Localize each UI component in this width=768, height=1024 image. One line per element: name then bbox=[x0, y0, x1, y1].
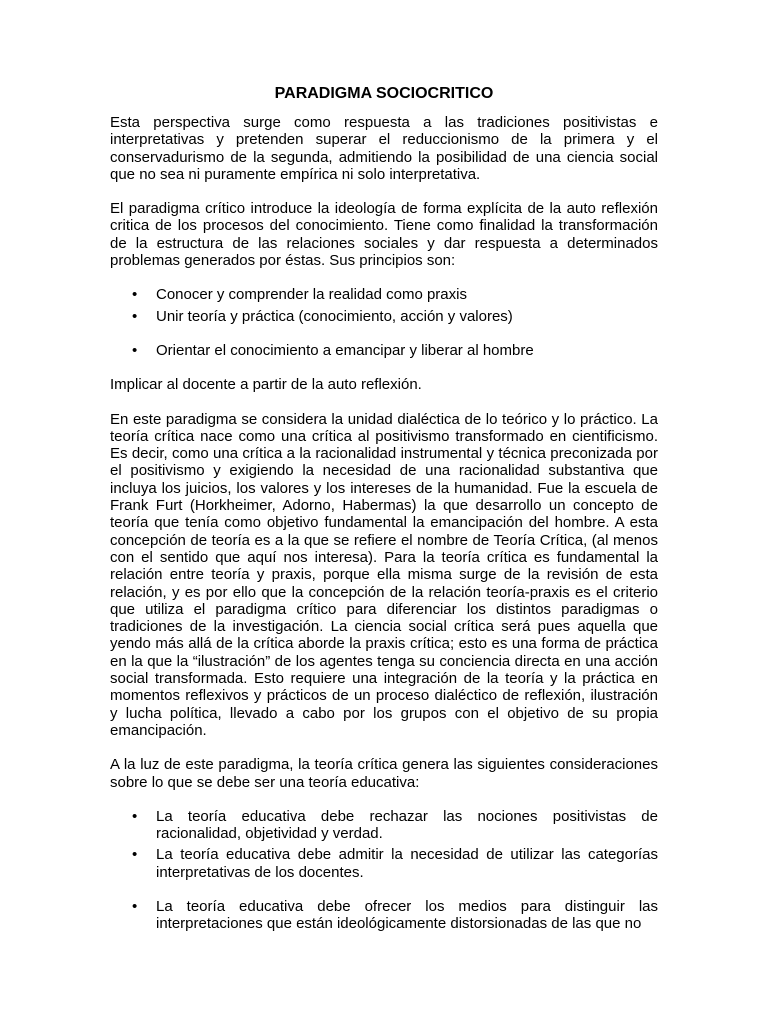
document-title: PARADIGMA SOCIOCRITICO bbox=[274, 85, 494, 102]
principle-item: • Unir teoría y práctica (conocimiento, acción y valores) bbox=[110, 308, 658, 325]
consideration-item: • La teoría educativa debe rechazar las nociones positivistas de racionalidad, objetividad y verdad. bbox=[110, 808, 658, 843]
principle-item: • Orientar el conocimiento a emancipar y liberar al hombre bbox=[110, 342, 658, 359]
critical-paradigm-paragraph: El paradigma crítico introduce la ideología de forma explícita de la auto reflexión critica de los procesos del conocimiento. Tiene como finalidad la transformación de la estructura de las relaciones sociales y dar respuesta a determinados problemas generados por éstas. Sus principios son: bbox=[110, 200, 658, 270]
intro-paragraph: Esta perspectiva surge como respuesta a las tradiciones positivistas e interpretativas y pretenden superar el reduccionismo de la primera y el conservadurismo de la segunda, admitiendo la posibilidad de una ciencia social que no sea ni puramente empírica ni solo interpretativa. bbox=[110, 114, 658, 183]
principle-item: • Conocer y comprender la realidad como praxis bbox=[110, 286, 658, 303]
document-page bbox=[110, 84, 658, 937]
teacher-reflection-paragraph: Implicar al docente a partir de la auto reflexión. bbox=[110, 376, 422, 394]
considerations-list-continued bbox=[110, 898, 658, 933]
principles-list bbox=[110, 286, 658, 325]
considerations-intro-paragraph: A la luz de este paradigma, la teoría crítica genera las siguientes consideraciones sobre lo que se debe ser una teoría educativa: bbox=[110, 756, 658, 791]
considerations-list bbox=[110, 808, 658, 881]
principles-list-continued bbox=[110, 342, 658, 359]
list-gap bbox=[110, 329, 658, 342]
consideration-item: • La teoría educativa debe ofrecer los medios para distinguir las interpretaciones que están ideológicamente distorsionadas de las que no bbox=[110, 898, 658, 933]
dialectic-unity-paragraph: En este paradigma se considera la unidad dialéctica de lo teórico y lo práctico. La teoría crítica nace como una crítica al positivismo transformado en cientificismo. Es decir, como una crítica a la racionalidad instrumental y técnica preconizada por el positivismo y exigiendo la necesidad de una racionalidad substantiva que incluya los juicios, los valores y los intereses de la humanidad. Fue la escuela de Frank Furt (Horkheimer, Adorno, Habermas) la que desarrollo un concepto de teoría que tenía como objetivo fundamental la emancipación del hombre. A esta concepción de teoría es a la que se refiere el nombre de Teoría Crítica, (al menos con el sentido que aquí nos interesa). Para la teoría crítica es fundamental la relación entre teoría y praxis, porque ella misma surge de la revisión de esta relación, y es por ello que la concepción de la relación teoría-praxis es el criterio que utiliza el paradigma crítico para diferenciar los distintos paradigmas o tradiciones de la investigación. La ciencia social crítica será pues aquella que yendo más allá de la crítica aborde la praxis crítica; esto es una forma de práctica en la que la “ilustración” de los agentes tenga su conciencia directa en una acción social transformada. Esto requiere una integración de la teoría y la práctica en momentos reflexivos y prácticos de un proceso dialéctico de reflexión, ilustración y lucha política, llevado a cabo por los grupos con el objetivo de su propia emancipación. bbox=[110, 410, 658, 739]
list-gap bbox=[110, 885, 658, 898]
consideration-item: • La teoría educativa debe admitir la necesidad de utilizar las categorías interpretativas de los docentes. bbox=[110, 846, 658, 881]
